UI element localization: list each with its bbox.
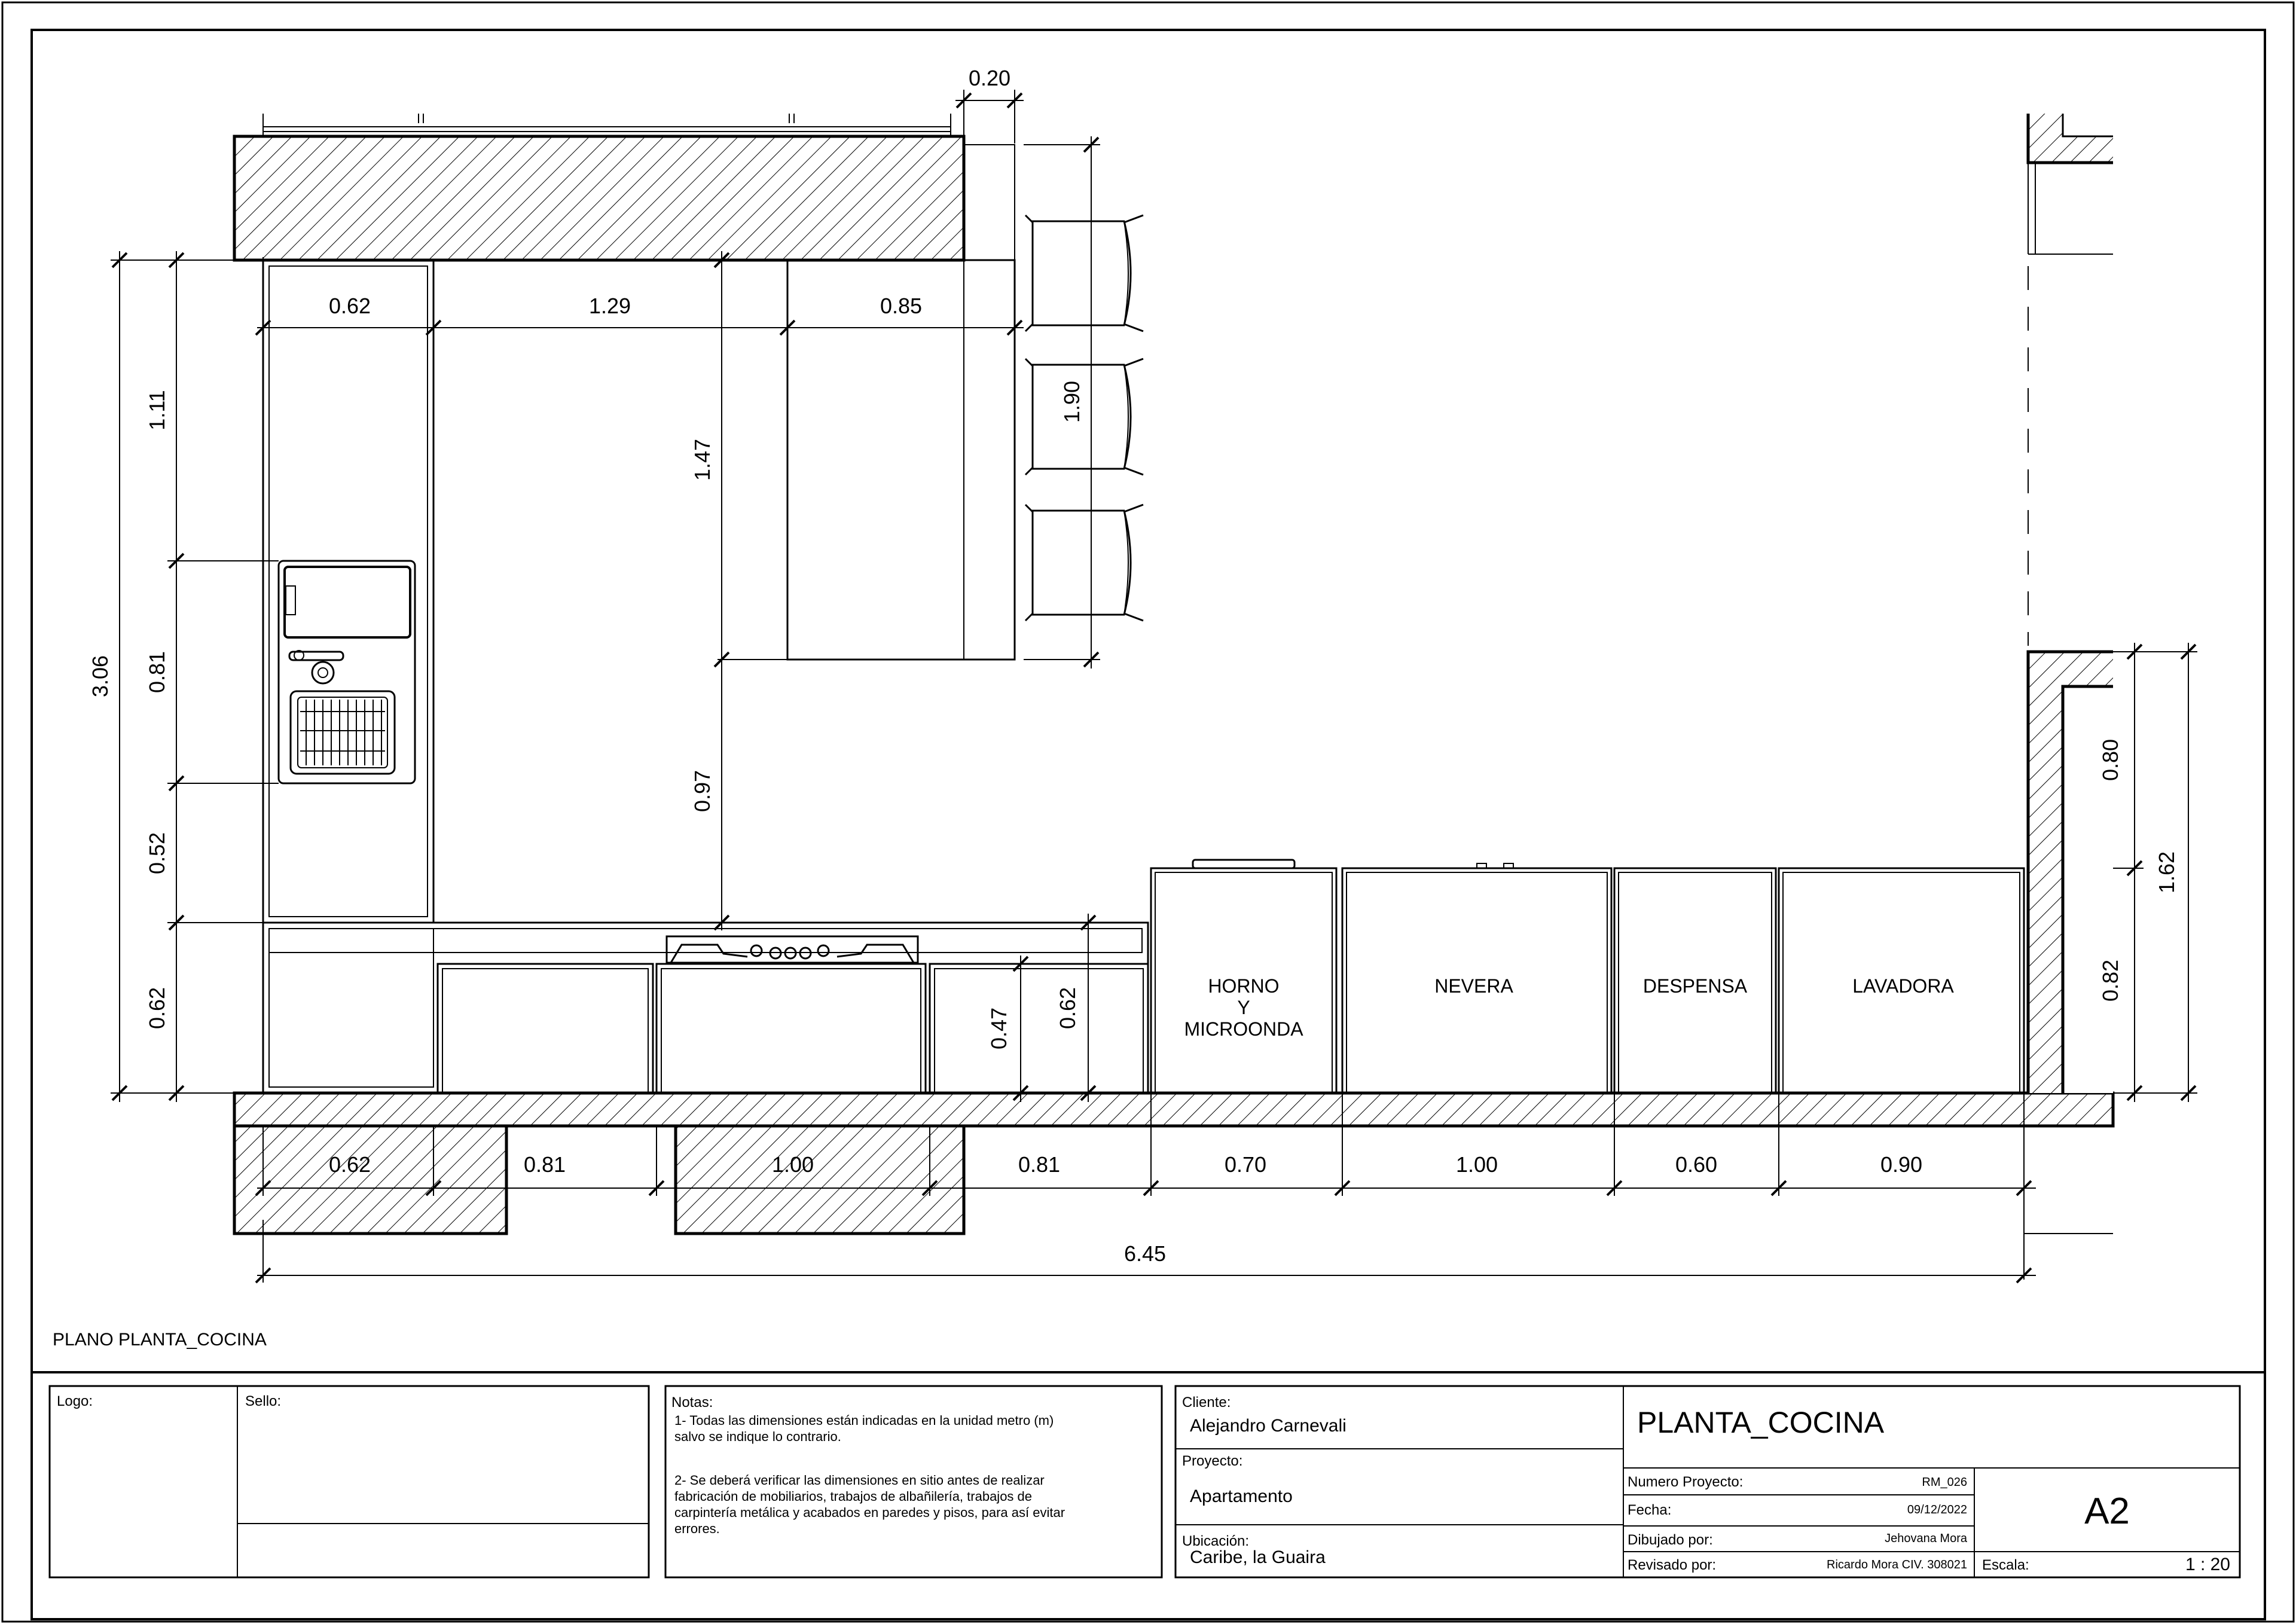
- dim-bottom-1: 0.62: [328, 1152, 371, 1177]
- bar-stools: [1025, 215, 1143, 621]
- stool-2: [1025, 359, 1143, 475]
- plan-title: PLANO PLANTA_COCINA: [53, 1330, 267, 1350]
- scale-value: 1 : 20: [2185, 1555, 2230, 1574]
- dim-left-1: 1.11: [145, 390, 169, 431]
- drawn-by-value: Jehovana Mora: [1885, 1532, 1967, 1545]
- dim-top-counter-2: 1.29: [588, 294, 631, 318]
- project-value: Apartamento: [1190, 1486, 1293, 1506]
- dim-left-4: 0.62: [145, 987, 169, 1030]
- note-2: 2- Se deberá verificar las dimensiones en sitio antes de realizar fabricación de mobiliarios, trabajos de albañilería, trabajos de carpintería metálica y acabados en paredes y pisos, para así evitar errores.: [674, 1473, 1065, 1536]
- client-value: Alejandro Carnevali: [1190, 1416, 1347, 1436]
- fridge-label: NEVERA: [1434, 975, 1513, 997]
- note-1: 1- Todas las dimensiones están indicadas en la unidad metro (m) salvo se indique lo contrario.: [674, 1413, 1054, 1444]
- logo-label: Logo:: [57, 1393, 93, 1409]
- location-label: Ubicación:: [1182, 1533, 1250, 1549]
- bottom-wall-pier-center: [676, 1126, 964, 1234]
- inner-sheet-border: [32, 30, 2265, 1619]
- oven-label-line-1: HORNO: [1208, 975, 1280, 997]
- dim-bottom-3: 1.00: [771, 1152, 814, 1177]
- dim-island-depth-2: 0.97: [690, 770, 715, 813]
- seal-label: Sello:: [245, 1393, 282, 1409]
- sink-drain-grid: [300, 700, 385, 765]
- client-label: Cliente:: [1182, 1394, 1231, 1411]
- dim-top-gap: 0.20: [968, 66, 1011, 90]
- bottom-counter: [263, 923, 1148, 1093]
- stool-1: [1025, 215, 1143, 331]
- dim-bottom-4: 0.81: [1018, 1152, 1061, 1177]
- reviewed-by-label: Revisado por:: [1628, 1557, 1717, 1573]
- washer-label: LAVADORA: [1852, 975, 1954, 997]
- dim-bottom-total: 6.45: [1123, 1241, 1167, 1266]
- dim-island-depth-1: 1.47: [690, 438, 715, 481]
- top-wall: [234, 136, 964, 260]
- dim-counter-height: 0.47: [987, 1007, 1011, 1050]
- oven-label-line-3: MICROONDA: [1184, 1018, 1303, 1040]
- oven-label-line-2: Y: [1237, 997, 1250, 1018]
- appliance-labels: [1184, 975, 1954, 1040]
- walls: [234, 114, 2113, 1234]
- pantry-label: DESPENSA: [1642, 975, 1748, 997]
- scale-label: Escala:: [1982, 1557, 2029, 1573]
- date-label: Fecha:: [1628, 1502, 1672, 1518]
- dim-counter-depth: 0.62: [1055, 987, 1080, 1030]
- project-number-label: Numero Proyecto:: [1628, 1474, 1744, 1490]
- dim-bottom-7: 0.60: [1675, 1152, 1718, 1177]
- project-label: Proyecto:: [1182, 1453, 1243, 1469]
- dim-right-1: 0.80: [2098, 738, 2123, 782]
- dim-left-total: 3.06: [88, 655, 112, 698]
- dim-right-2: 0.82: [2098, 959, 2123, 1002]
- dim-top-counter-3: 0.85: [880, 294, 923, 318]
- reviewed-by-value: Ricardo Mora CIV. 308021: [1827, 1558, 1967, 1571]
- cooktop: [667, 936, 918, 963]
- dim-top-counter-1: 0.62: [328, 294, 371, 318]
- dim-left-2: 0.81: [145, 651, 169, 694]
- window-top: [263, 114, 951, 136]
- left-counter: [263, 260, 433, 923]
- date-value: 09/12/2022: [1907, 1503, 1967, 1516]
- dim-left-3: 0.52: [145, 832, 169, 875]
- bottom-wall-pier-left: [234, 1126, 506, 1234]
- location-value: Caribe, la Guaira: [1190, 1547, 1326, 1567]
- dim-bar-length: 1.90: [1060, 380, 1084, 423]
- dim-bottom-6: 1.00: [1455, 1152, 1498, 1177]
- sheet-title: PLANTA_COCINA: [1637, 1406, 1885, 1439]
- dim-bottom-2: 0.81: [523, 1152, 566, 1177]
- bottom-wall: [234, 1093, 2113, 1126]
- dim-bottom-5: 0.70: [1224, 1152, 1267, 1177]
- notes-label: Notas:: [671, 1394, 713, 1411]
- project-number-value: RM_026: [1922, 1476, 1967, 1489]
- dim-right-total: 1.62: [2154, 851, 2179, 894]
- stool-3: [1025, 505, 1143, 621]
- drawn-by-label: Dibujado por:: [1628, 1532, 1713, 1548]
- sink: [279, 561, 415, 783]
- oven-handle: [1193, 860, 1294, 868]
- dim-bottom-8: 0.90: [1880, 1152, 1923, 1177]
- sheet-number: A2: [2084, 1491, 2130, 1532]
